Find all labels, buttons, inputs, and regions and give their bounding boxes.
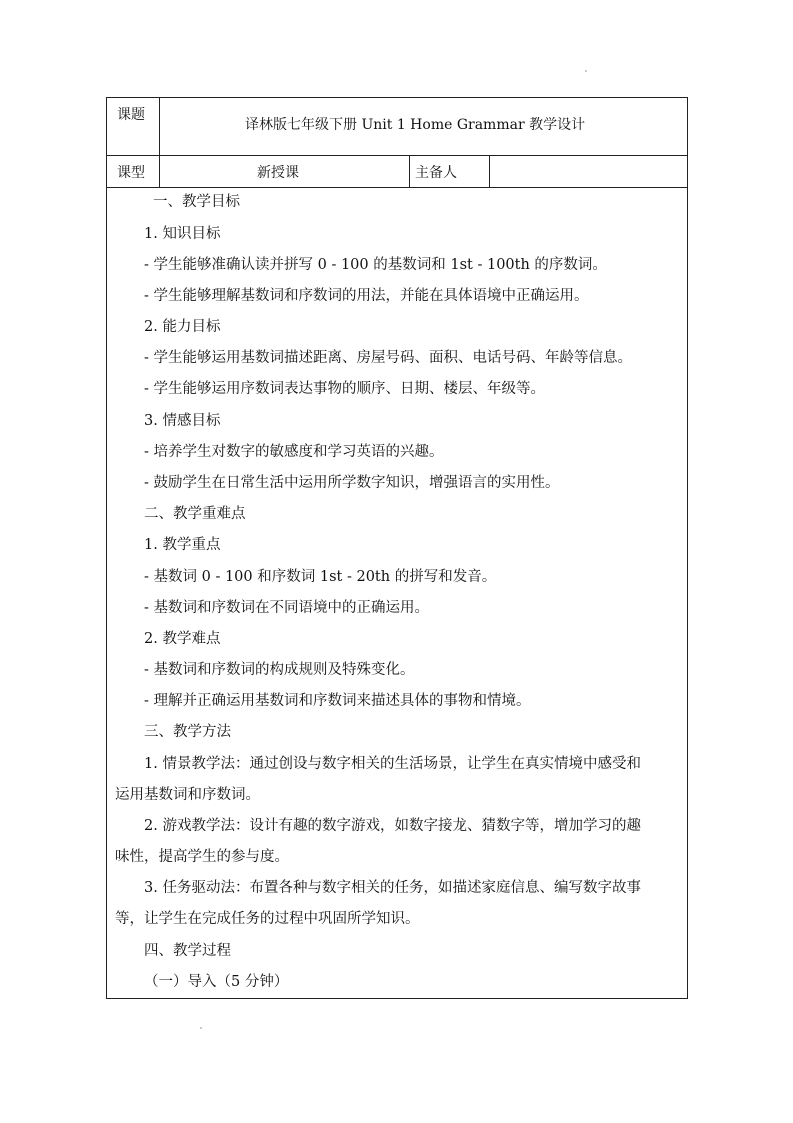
- section-heading: 三、教学方法: [144, 724, 231, 740]
- body-line: - 基数词和序数词的构成规则及特殊变化。: [144, 662, 415, 678]
- type-label: 课型: [117, 165, 145, 181]
- section-heading: 一、教学目标: [153, 194, 240, 210]
- body-line: 1. 情景教学法：通过创设与数字相关的生活场景，让学生在真实情境中感受和: [144, 756, 641, 772]
- scan-speck: [585, 70, 587, 72]
- body-line: 2. 游戏教学法：设计有趣的数字游戏，如数字接龙、猜数字等，增加学习的趣: [144, 818, 641, 834]
- body-line: - 鼓励学生在日常生活中运用所学数字知识，增强语言的实用性。: [144, 475, 560, 491]
- row-divider: [107, 155, 687, 156]
- lesson-plan-table: [106, 97, 688, 999]
- body-line: - 学生能够准确认读并拼写 0 - 100 的基数词和 1st - 100th 的序数词。: [144, 257, 607, 273]
- column-divider: [489, 155, 490, 187]
- subsection-heading: 1. 知识目标: [144, 226, 221, 242]
- section-heading: 四、教学过程: [144, 943, 231, 959]
- title-value: 译林版七年级下册 Unit 1 Home Grammar 教学设计: [245, 117, 586, 133]
- title-label: 课题: [117, 107, 145, 123]
- body-line: - 基数词 0 - 100 和序数词 1st - 20th 的拼写和发音。: [144, 569, 497, 585]
- body-line: - 学生能够理解基数词和序数词的用法，并能在具体语境中正确运用。: [144, 288, 589, 304]
- preparer-label: 主备人: [415, 165, 457, 181]
- column-divider: [159, 98, 160, 187]
- body-line: - 学生能够运用序数词表达事物的顺序、日期、楼层、年级等。: [144, 381, 546, 397]
- row-divider: [107, 187, 687, 188]
- column-divider: [409, 155, 410, 187]
- subsection-heading: 3. 情感目标: [144, 413, 221, 429]
- type-value: 新授课: [257, 165, 299, 181]
- section-heading: 二、教学重难点: [144, 506, 246, 522]
- body-line: - 学生能够运用基数词描述距离、房屋号码、面积、电话号码、年龄等信息。: [144, 350, 633, 366]
- body-line: 运用基数词和序数词。: [115, 787, 260, 803]
- body-line: 3. 任务驱动法：布置各种与数字相关的任务，如描述家庭信息、编写数字故事: [144, 880, 641, 896]
- subsection-heading: （一）导入（5 分钟）: [144, 974, 289, 990]
- body-line: 味性，提高学生的参与度。: [115, 849, 289, 865]
- body-line: 等，让学生在完成任务的过程中巩固所学知识。: [115, 911, 420, 927]
- body-line: - 理解并正确运用基数词和序数词来描述具体的事物和情境。: [144, 693, 531, 709]
- scan-speck: [200, 1027, 202, 1029]
- subsection-heading: 2. 能力目标: [144, 319, 221, 335]
- subsection-heading: 1. 教学重点: [144, 537, 221, 553]
- body-line: - 培养学生对数字的敏感度和学习英语的兴趣。: [144, 444, 444, 460]
- subsection-heading: 2. 教学难点: [144, 631, 221, 647]
- body-line: - 基数词和序数词在不同语境中的正确运用。: [144, 600, 430, 616]
